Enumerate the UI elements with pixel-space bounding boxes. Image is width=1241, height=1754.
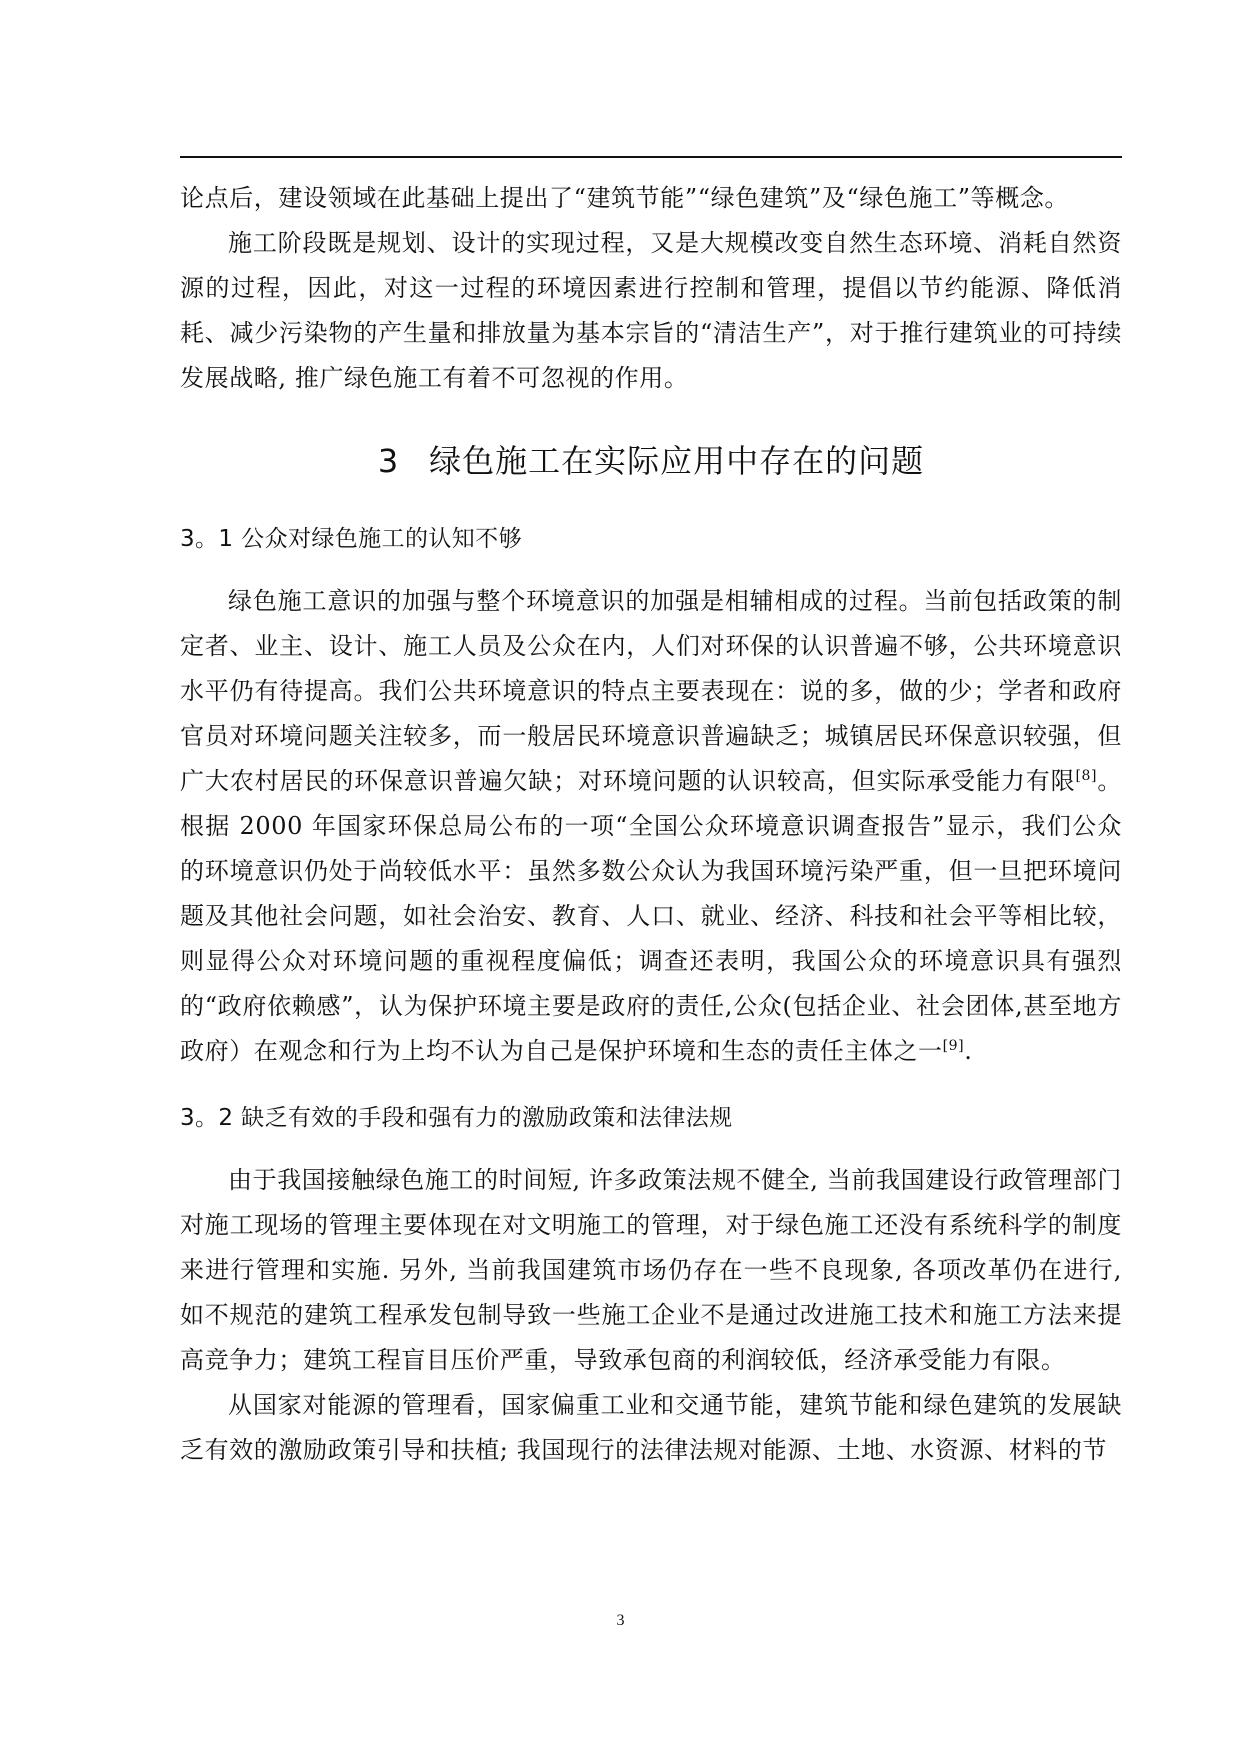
citation: [8] xyxy=(1075,768,1098,784)
chapter-title xyxy=(180,431,1122,491)
paragraph-text: 绿色施工意识的加强与整个环境意识的加强是相辅相成的过程。当前包括政策的制定者、业主、设计、施工人员及公众在内，人们对环保的认识普遍不够，公共环境意识水平仍有待提高。我们公共环境意识的特点主要表现在：说的多，做的少；学者和政府官员对环境问题关注较多，而一般居民环境意识普遍缺乏；城镇居民环保意识较强，但广大农村居民的环保意识普遍欠缺；对环境问题的认识较高，但实际承受能力有限 xyxy=(180,587,1122,795)
citation: [9] xyxy=(942,1038,965,1054)
body-paragraph: 施工阶段既是规划、设计的实现过程，又是大规模改变自然生态环境、消耗自然资源的过程，因此，对这一过程的环境因素进行控制和管理，提倡以节约能源、降低消耗、减少污染物的产生量和排放量为基本宗旨的“清洁生产”，对于推行建筑业的可持续发展战略, 推广绿色施工有着不可忽视的作用。 xyxy=(180,229,1122,392)
section-heading: 3。2 缺乏有效的手段和强有力的激励政策和法律法规 xyxy=(180,1105,733,1131)
header-rule xyxy=(180,156,1122,158)
body-paragraph: 由于我国接触绿色施工的时间短, 许多政策法规不健全, 当前我国建设行政管理部门对施工现场的管理主要体现在对文明施工的管理，对于绿色施工还没有系统科学的制度来进行管理和实施. 另外, 当前我国建筑市场仍存在一些不良现象, 各项改革仍在进行, 如不规范的建筑工程承发包制导致一些施工企业不是通过改进施工技术和施工方法来提高竞争力；建筑工程盲目压价严重，导致承包商的利润较低，经济承受能力有限。 xyxy=(180,1166,1122,1374)
body-paragraph xyxy=(180,579,1122,1074)
page-body xyxy=(180,176,1122,1473)
chapter-title-text: 绿色施工在实际应用中存在的问题 xyxy=(429,442,925,480)
paragraph-text: 。根据 2000 年国家环保总局公布的一项“全国公众环境意识调查报告”显示，我们公众的环境意识仍处于尚较低水平：虽然多数公众认为我国环境污染严重，但一旦把环境问题及其他社会问题，如社会治安、教育、人口、就业、经济、科技和社会平等相比较，则显得公众对环境问题的重视程度偏低；调查还表明，我国公众的环境意识具有强烈的“政府依赖感”，认为保护环境主要是政府的责任,公众(包括企业、社会团体,甚至地方政府）在观念和行为上均不认为自己是保护环境和生态的责任主体之一 xyxy=(180,767,1122,1065)
body-paragraph: 论点后，建设领域在此基础上提出了“建筑节能”“绿色建筑”及“绿色施工”等概念。 xyxy=(180,184,1070,212)
chapter-number: 3 xyxy=(377,442,400,480)
page-number: 3 xyxy=(616,1612,625,1629)
paragraph-text: . xyxy=(964,1037,973,1065)
section-heading: 3。1 公众对绿色施工的认知不够 xyxy=(180,526,522,552)
body-paragraph: 从国家对能源的管理看，国家偏重工业和交通节能，建筑节能和绿色建筑的发展缺乏有效的激励政策引导和扶植; 我国现行的法律法规对能源、土地、水资源、材料的节 xyxy=(180,1391,1122,1464)
